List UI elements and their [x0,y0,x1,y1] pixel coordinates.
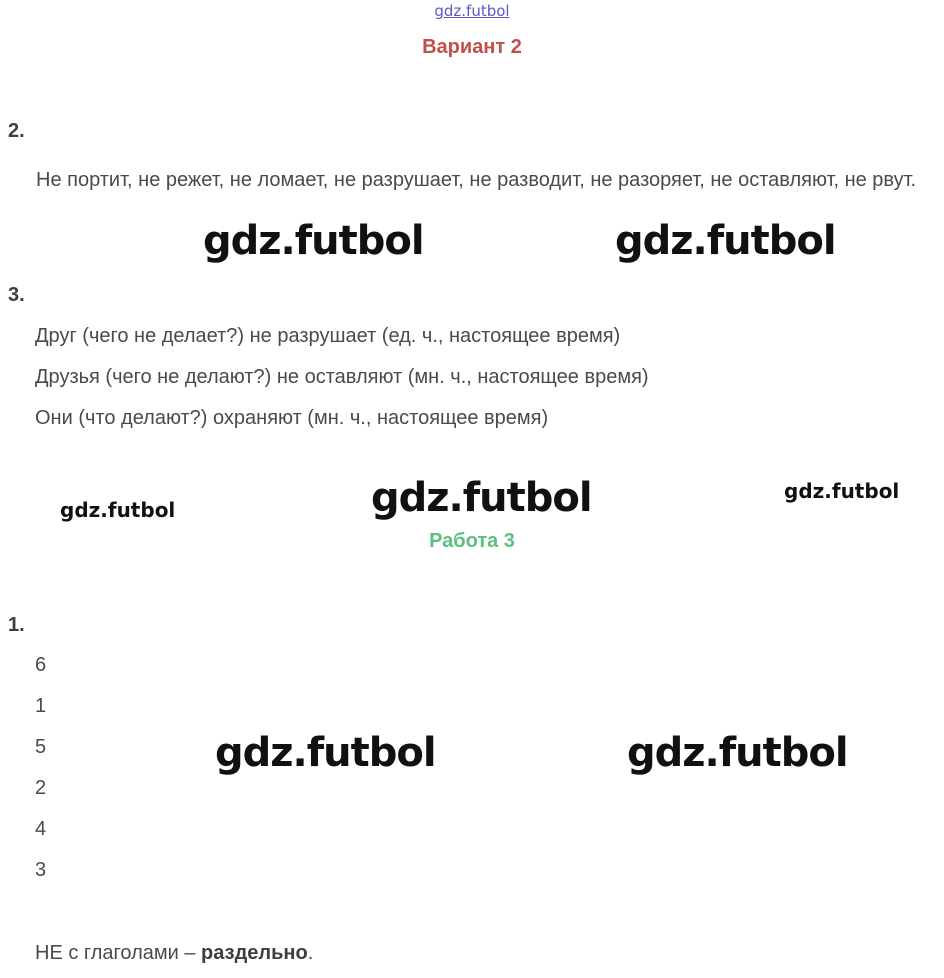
work-heading: Работа 3 [429,530,515,552]
question-3-line: Друг (чего не делает?) не разрушает (ед. ч., настоящее время) [35,325,621,347]
list-item: 6 [35,654,47,676]
rule-bold: раздельно [201,942,308,964]
rule-line [35,942,313,965]
list-item: 2 [35,777,47,799]
rule-suffix: . [307,942,314,964]
question-2-number: 2. [8,120,25,142]
list-item: 1 [35,695,47,717]
watermark: gdz.futbol [784,479,900,503]
watermark: gdz.futbol [371,475,592,521]
question-3-line: Друзья (чего не делают?) не оставляют (мн. ч., настоящее время) [35,366,649,388]
question-2-answer: Не портит, не режет, не ломает, не разрушает, не разводит, не разоряет, не оставляют, не рвут. [36,169,917,191]
list-item: 3 [35,859,47,881]
watermark: gdz.futbol [60,498,176,522]
top-watermark: gdz.futbol [434,2,510,20]
variant-heading: Вариант 2 [422,36,522,58]
watermark: gdz.futbol [203,218,424,264]
question-3-number: 3. [8,284,25,306]
watermark: gdz.futbol [615,218,836,264]
rule-prefix: НЕ с глаголами – [35,942,202,964]
work-3-question-1-number: 1. [8,614,25,636]
list-item: 5 [35,736,47,758]
question-3-line: Они (что делают?) охраняют (мн. ч., настоящее время) [35,407,549,429]
list-item: 4 [35,818,47,840]
watermark: gdz.futbol [215,730,436,776]
watermark: gdz.futbol [627,730,848,776]
